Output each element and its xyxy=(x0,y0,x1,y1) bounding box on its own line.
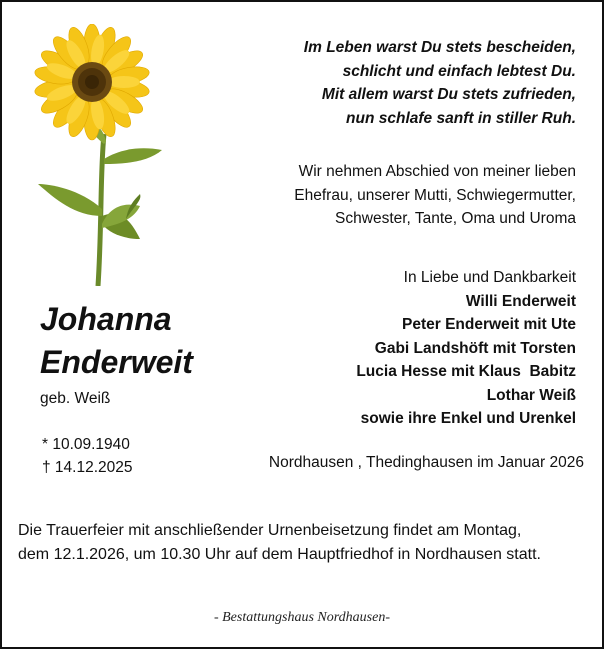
funeral-home: - Bestattungshaus Nordhausen- xyxy=(213,610,391,625)
mourners-list xyxy=(216,266,576,431)
poem-line: nun schlafe sanft in stiller Ruh. xyxy=(346,109,576,127)
mourner-name: Peter Enderweit mit Ute xyxy=(402,316,576,333)
mourners-intro: In Liebe und Dankbarkeit xyxy=(403,269,576,286)
poem-line: Mit allem warst Du stets zufrieden, xyxy=(321,86,576,103)
farewell-line: Wir nehmen Abschied von meiner lieben xyxy=(298,163,576,180)
life-dates xyxy=(42,433,133,479)
birth-date: * 10.09.1940 xyxy=(42,436,130,453)
deceased-last-name: Enderweit xyxy=(40,344,193,380)
farewell-line: Schwester, Tante, Oma und Uroma xyxy=(335,210,576,227)
ceremony-line: dem 12.1.2026, um 10.30 Uhr auf dem Hauptfriedhof in Nordhausen statt. xyxy=(18,545,541,563)
poem-line: schlicht und einfach lebtest Du. xyxy=(342,62,576,80)
sunflower-image xyxy=(30,24,170,286)
poem-line: Im Leben warst Du stets bescheiden, xyxy=(303,39,576,56)
sunflower-head xyxy=(33,24,150,140)
mourner-name: sowie ihre Enkel und Urenkel xyxy=(360,410,576,427)
deceased-first-name: Johanna xyxy=(40,301,172,337)
farewell-line: Ehefrau, unserer Mutti, Schwiegermutter, xyxy=(294,186,576,204)
mourner-name: Willi Enderweit xyxy=(465,292,576,310)
ceremony-info xyxy=(18,519,590,566)
place-and-date: Nordhausen , Thedinghausen im Januar 2026 xyxy=(268,454,584,471)
death-date: † 14.12.2025 xyxy=(42,459,133,476)
poem xyxy=(256,36,576,130)
mourner-name: Lucia Hesse mit Klaus Babitz xyxy=(356,363,576,380)
mourner-name: Gabi Landshöft mit Torsten xyxy=(374,339,576,357)
ceremony-line: Die Trauerfeier mit anschließender Urnenbeisetzung findet am Montag, xyxy=(18,522,522,539)
mourner-name: Lothar Weiß xyxy=(486,386,576,404)
deceased-name xyxy=(40,298,193,384)
birth-name: geb. Weiß xyxy=(40,390,111,407)
farewell-text xyxy=(216,160,576,231)
